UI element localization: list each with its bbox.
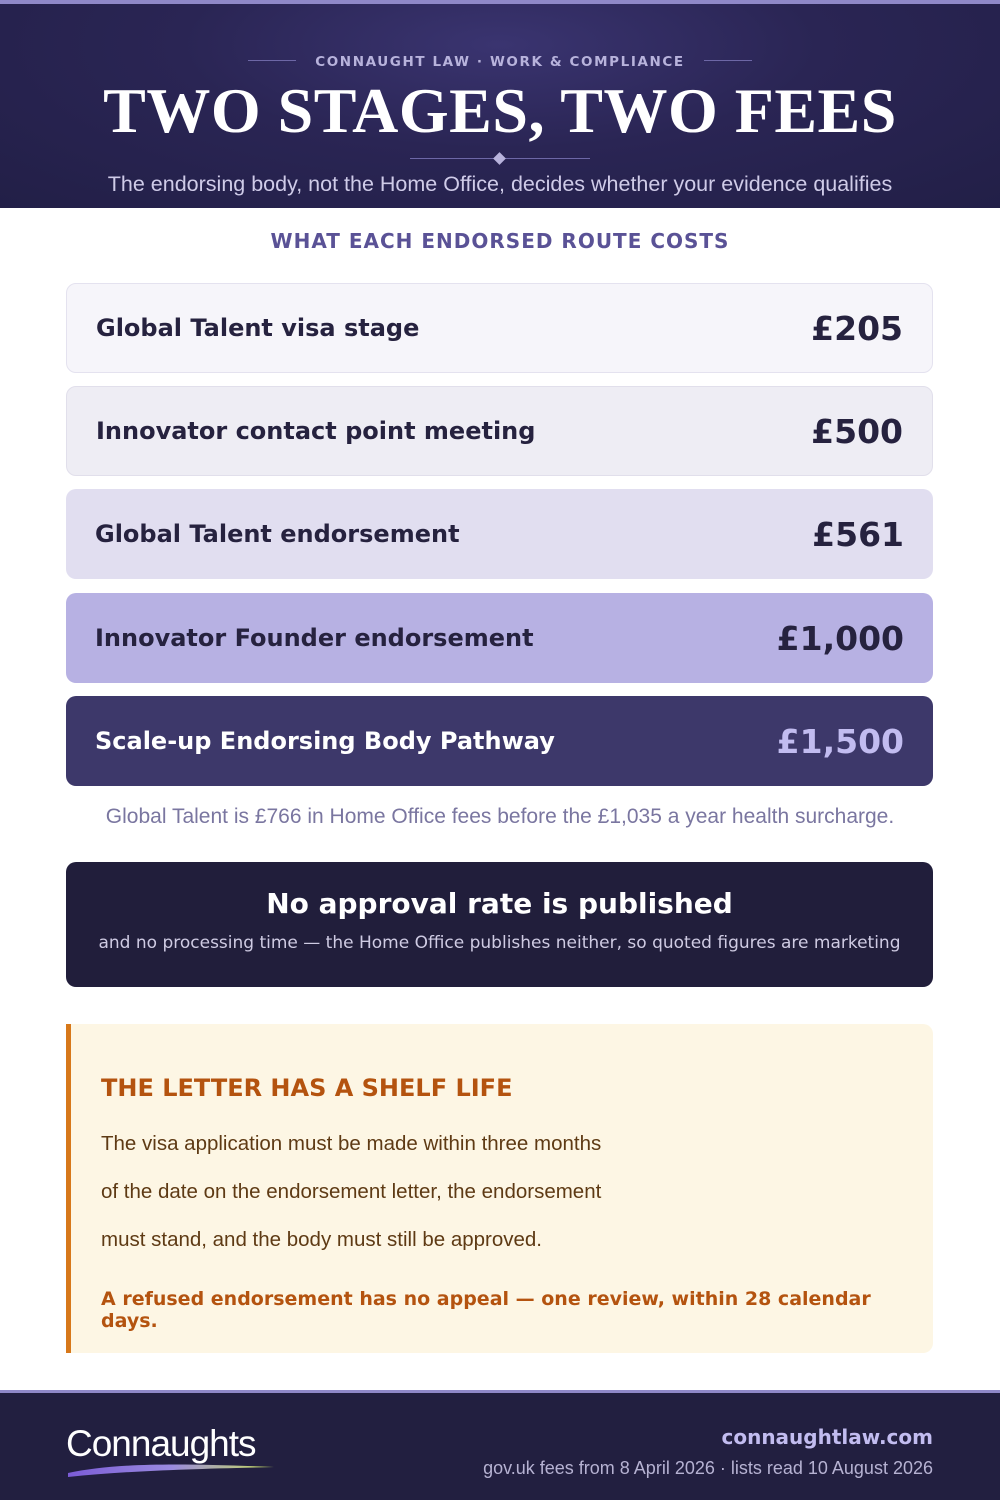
fee-label: Global Talent visa stage bbox=[96, 314, 420, 342]
fee-label: Innovator contact point meeting bbox=[96, 417, 536, 445]
fee-label: Scale-up Endorsing Body Pathway bbox=[95, 727, 555, 755]
fee-row bbox=[66, 593, 933, 683]
logo-swoosh-icon bbox=[66, 1461, 276, 1479]
approval-box bbox=[66, 862, 933, 987]
sources-note: gov.uk fees from 8 April 2026 · lists read 10 August 2026 bbox=[483, 1458, 933, 1478]
approval-subtitle: and no processing time — the Home Office publishes neither, so quoted figures are marketing bbox=[98, 933, 901, 953]
fee-value: £561 bbox=[812, 514, 904, 554]
callout-emphasis: A refused endorsement has no appeal — one review, within 28 calendar days. bbox=[101, 1288, 871, 1332]
fee-row bbox=[66, 386, 933, 476]
fees-note: Global Talent is £766 in Home Office fees before the £1,035 a year health surcharge. bbox=[105, 805, 895, 828]
fee-row bbox=[66, 696, 933, 786]
logo: Connaughts bbox=[66, 1423, 256, 1464]
fee-value: £205 bbox=[811, 308, 903, 348]
fees-heading: WHAT EACH ENDORSED ROUTE COSTS bbox=[270, 229, 730, 253]
kicker: CONNAUGHT LAW · WORK & COMPLIANCE bbox=[315, 54, 685, 70]
fee-row bbox=[66, 283, 933, 373]
shelf-life-callout bbox=[66, 1024, 933, 1353]
callout-line: must stand, and the body must still be approved. bbox=[101, 1228, 543, 1251]
fee-value: £500 bbox=[811, 411, 903, 451]
website-link[interactable]: connaughtlaw.com bbox=[721, 1425, 933, 1449]
kicker-rule-right bbox=[704, 60, 752, 61]
callout-line: The visa application must be made within three months bbox=[101, 1132, 602, 1155]
footer bbox=[0, 1390, 1000, 1500]
page-subtitle: The endorsing body, not the Home Office, decides whether your evidence qualifies bbox=[107, 172, 893, 196]
fee-label: Innovator Founder endorsement bbox=[95, 624, 534, 652]
diamond-icon bbox=[493, 152, 506, 165]
approval-title: No approval rate is published bbox=[266, 887, 733, 920]
callout-line: of the date on the endorsement letter, the endorsement bbox=[101, 1180, 602, 1203]
fee-row bbox=[66, 489, 933, 579]
header-banner bbox=[0, 0, 1000, 208]
page-title: TWO STAGES, TWO FEES bbox=[103, 75, 897, 146]
fee-value: £1,500 bbox=[776, 721, 904, 761]
fee-label: Global Talent endorsement bbox=[95, 520, 460, 548]
callout-title: THE LETTER HAS A SHELF LIFE bbox=[101, 1074, 513, 1102]
fee-value: £1,000 bbox=[776, 618, 904, 658]
kicker-row bbox=[0, 51, 1000, 70]
